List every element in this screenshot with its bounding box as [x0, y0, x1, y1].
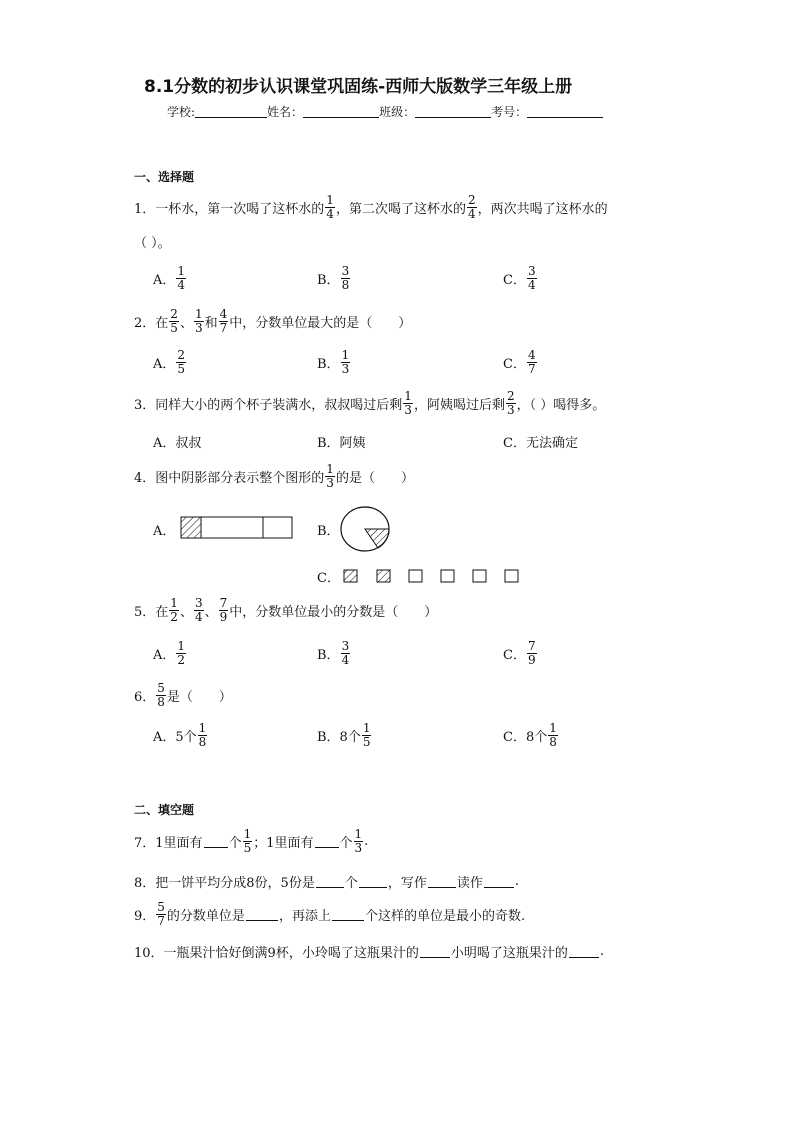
- option-b[interactable]: B． $\frac{3}{8}$: [317, 264, 350, 292]
- fraction: $\frac{1}{4}$: [326, 193, 334, 221]
- answer-blank[interactable]: [428, 875, 456, 888]
- answer-blank[interactable]: [359, 875, 387, 888]
- header-fields: [167, 103, 603, 120]
- question-number: 10．: [134, 946, 164, 961]
- question-text: ，两次共喝了这杯水的: [477, 202, 608, 217]
- class-field[interactable]: [415, 105, 491, 118]
- question-text: 一杯水，第一次喝了这杯水的: [155, 202, 325, 217]
- question-text: （ ）。: [134, 236, 171, 251]
- answer-blank[interactable]: [332, 908, 364, 921]
- option-c[interactable]: C． $\frac{7}{9}$: [503, 639, 536, 667]
- option-b[interactable]: B．阿姨: [317, 436, 366, 451]
- question-5: 5． 在 $\frac{1}{2}$ 、 $\frac{3}{4}$ 、 $\frac{7}{9}$ 中，分数单位最小的分数是（ ）: [134, 596, 438, 624]
- fraction: $\frac{1}{3}$: [326, 462, 334, 490]
- exam-number-label: 考号：: [491, 105, 528, 119]
- option-b[interactable]: B． $\frac{1}{3}$: [317, 348, 350, 376]
- exam-number-field[interactable]: [527, 105, 603, 118]
- option-b-label[interactable]: B．: [317, 524, 340, 539]
- answer-blank[interactable]: [246, 908, 278, 921]
- fraction: $\frac{1}{3}$: [194, 307, 203, 335]
- answer-blank[interactable]: [420, 945, 450, 958]
- option-a[interactable]: A．叔叔: [153, 436, 202, 451]
- option-b-figure[interactable]: [338, 505, 392, 553]
- question-number: 9．: [134, 909, 156, 924]
- fraction: $\frac{5}{8}$: [157, 681, 165, 709]
- question-10: 10． 一瓶果汁恰好倒满9杯，小玲喝了这瓶果汁的 小明喝了这瓶果汁的 .: [134, 944, 604, 961]
- option-c-figure[interactable]: [342, 568, 522, 584]
- answer-blank[interactable]: [315, 835, 339, 848]
- school-field[interactable]: [195, 105, 267, 118]
- question-7: 7． 1里面有 个 $\frac{1}{5}$ ；1里面有 个 $\frac{1}{3}$ .: [134, 827, 369, 855]
- option-a[interactable]: A． $\frac{1}{2}$: [153, 639, 186, 667]
- option-c-label[interactable]: C．: [317, 571, 340, 586]
- option-a-label[interactable]: A．: [153, 524, 176, 539]
- option-a[interactable]: A．5个 $\frac{1}{8}$: [153, 721, 207, 749]
- name-field[interactable]: [303, 105, 379, 118]
- section-heading-fill: 二、填空题: [134, 803, 195, 817]
- question-number: 2．: [134, 316, 156, 331]
- option-a[interactable]: A． $\frac{2}{5}$: [153, 348, 186, 376]
- fraction: $\frac{7}{9}$: [219, 596, 228, 624]
- school-label: 学校:: [167, 105, 196, 119]
- section-heading-choice: 一、选择题: [134, 170, 195, 184]
- option-c[interactable]: C． $\frac{4}{7}$: [503, 348, 536, 376]
- fraction: $\frac{1}{5}$: [243, 827, 252, 855]
- question-8: 8． 把一饼平均分成8份，5份是 个 ，写作 读作 .: [134, 874, 520, 891]
- fraction: $\frac{2}{4}$: [467, 193, 476, 221]
- fraction: $\frac{2}{5}$: [170, 307, 178, 335]
- answer-blank[interactable]: [204, 835, 228, 848]
- question-9: 9． $\frac{5}{7}$ 的分数单位是 ，再添上 个这样的单位是最小的奇数.: [134, 900, 526, 928]
- question-text: ，第二次喝了这杯水的: [335, 202, 466, 217]
- fraction: $\frac{2}{3}$: [506, 389, 515, 417]
- option-b[interactable]: B． $\frac{3}{4}$: [317, 639, 350, 667]
- question-2: 2． 在 $\frac{2}{5}$ 、 $\frac{1}{3}$ 和 $\frac{4}{7}$ 中，分数单位最大的是（ ）: [134, 307, 412, 335]
- answer-blank[interactable]: [484, 875, 514, 888]
- option-a[interactable]: A． $\frac{1}{4}$: [153, 264, 186, 292]
- fraction: $\frac{3}{4}$: [194, 596, 203, 624]
- option-a-figure[interactable]: [180, 516, 294, 540]
- question-1: [134, 194, 608, 221]
- question-number: 3．: [134, 398, 156, 413]
- question-number: 7．: [134, 836, 156, 851]
- fraction: $\frac{1}{3}$: [354, 827, 363, 855]
- class-label: 班级：: [379, 105, 416, 119]
- option-b[interactable]: B．8个 $\frac{1}{5}$: [317, 721, 371, 749]
- fraction: $\frac{4}{7}$: [219, 307, 228, 335]
- fraction: $\frac{5}{7}$: [157, 900, 165, 928]
- fraction: $\frac{1}{3}$: [404, 389, 412, 417]
- answer-blank[interactable]: [316, 875, 344, 888]
- question-6: 6． $\frac{5}{8}$ 是（ ）: [134, 681, 232, 709]
- question-number: 4．: [134, 471, 156, 486]
- option-c[interactable]: C．无法确定: [503, 436, 578, 451]
- question-number: 6．: [134, 690, 156, 705]
- page-title: 8.1分数的初步认识课堂巩固练-西师大版数学三年级上册: [144, 77, 573, 97]
- answer-blank[interactable]: [569, 945, 599, 958]
- option-c[interactable]: C． $\frac{3}{4}$: [503, 264, 536, 292]
- name-label: 姓名：: [267, 105, 304, 119]
- option-c[interactable]: C．8个 $\frac{1}{8}$: [503, 721, 557, 749]
- question-4: 4． 图中阴影部分表示整个图形的 $\frac{1}{3}$ 的是（ ）: [134, 462, 414, 490]
- question-number: 8．: [134, 876, 156, 891]
- question-number: 5．: [134, 605, 156, 620]
- question-3: 3． 同样大小的两个杯子装满水，叔叔喝过后剩 $\frac{1}{3}$ ，阿姨喝过后剩 $\frac{2}{3}$ ，（ ）喝得多。: [134, 389, 606, 417]
- question-number: 1．: [134, 202, 156, 217]
- fraction: $\frac{1}{2}$: [170, 596, 178, 624]
